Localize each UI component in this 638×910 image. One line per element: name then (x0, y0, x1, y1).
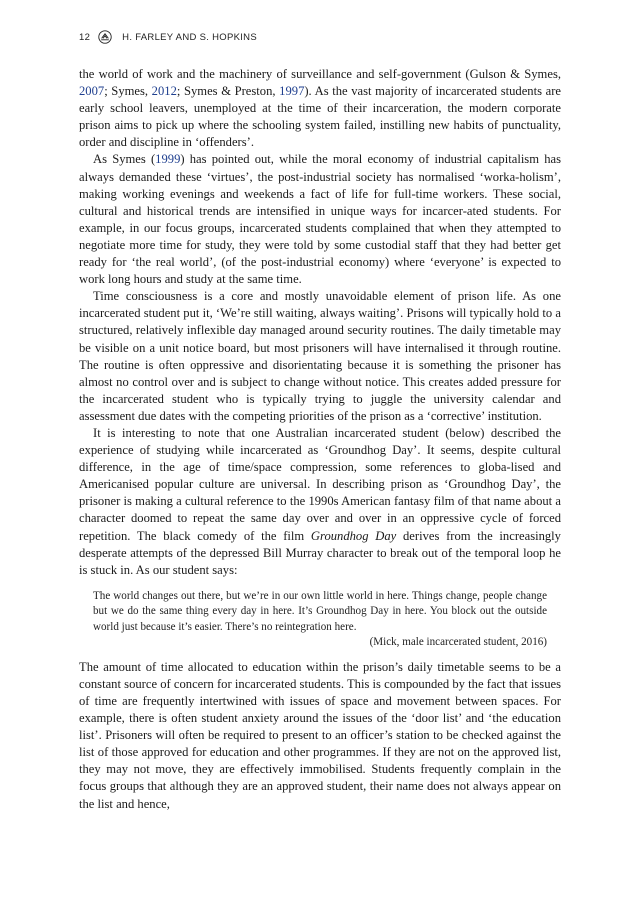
running-header-authors: H. FARLEY AND S. HOPKINS (122, 31, 257, 43)
page-number: 12 (79, 31, 91, 43)
text-run: derives from the increasingly desperate attempts of the depressed Bill Murray character to break out of the temporal loop he is stuck in. As our student says: (79, 528, 561, 577)
text-run: ) has pointed out, while the moral economy of industrial capitalism has always demanded these ‘virtues’, the post-industrial society has normalised ‘worka-holism’, making working evenings and weekends a fact of life for full-time workers. These social, cultural and historical trends are intensified in unique ways for incarcer-ated students. For example, in our focus groups, incarcerated students complained that when they attempted to negotiate more time for study, they were told by some custodial staff that they had better get ready for ‘the real world’, (of the post-industrial economy) where ‘everyone’ is expected to work long hours and study at the same time. (79, 152, 561, 287)
text-run: ; Symes & Preston, (176, 84, 280, 99)
paragraph (79, 425, 561, 579)
running-header (79, 29, 257, 45)
text-run: As Symes ( (93, 152, 156, 167)
citation-link[interactable]: 2007 (79, 84, 105, 99)
citation-link[interactable]: 1997 (279, 84, 305, 99)
citation-link[interactable]: 2012 (151, 84, 177, 99)
citation-link[interactable]: 1999 (155, 152, 181, 167)
film-title: Groundhog Day (310, 528, 397, 543)
publisher-logo-icon (98, 30, 112, 44)
text-run: the world of work and the machinery of surveillance and self-government (Gulson & Symes, (79, 67, 561, 81)
block-quote (93, 589, 547, 651)
quote-text: The world changes out there, but we’re in our own little world in here. Things change, people change but we do the same thing every day in here. It’s Groundhog Day in here. You block out the outside world just because it’s easier. There’s no reintegration here. (93, 589, 547, 633)
paragraph (79, 151, 561, 288)
paragraph: The amount of time allocated to education within the prison’s daily timetable seems to be a constant source of concern for incarcerated students. This is compounded by the fact that issues of time are frequently intertwined with issues of space and movement between spaces. For example, there is often student anxiety around the issues of the ‘door list’ and ‘the education list’. Prisoners will often be required to present to an officer’s station to be checked against the list of those approved for education and other programmes. If they are not on the approved list, they may not move, they are effectively immobilised. Students frequently complain in the focus groups that although they are an approved student, their name does not always appear on the list and hence, (79, 659, 561, 811)
text-run: It is interesting to note that one Australian incarcerated student (below) described the experience of studying while incarcerated as ‘Groundhog Day’. It seems, despite cultural difference, in the age of time/space compression, some references to globa-lised and Americanised popular culture are universal. In describing prison as ‘Groundhog Day’, the prisoner is making a cultural reference to the 1990s American fantasy film of that name about a character doomed to repeat the same day over and over in an oppressive cycle of forced repetition. The black comedy of the film (79, 425, 561, 543)
text-run: ). As the vast majority of incarcerated students are early school leavers, unemployed at the time of their incarceration, the modern corporate prison aims to pick up where the schooling system failed, instilling new habits of punctuality, order and discipline in ‘offenders’. (79, 84, 561, 150)
paragraph (79, 66, 561, 151)
quote-attribution: (Mick, male incarcerated student, 2016) (369, 636, 547, 649)
paragraph: Time consciousness is a core and mostly unavoidable element of prison life. As one incarcerated student put it, ‘We’re still waiting, always waiting’. Prisons will typically hold to a structured, relatively inflexible day managed around security routines. The daily timetable may be visible on a unit notice board, but most prisoners will have internalised it through routine. The routine is often oppressive and disorientating because it is something the prisoner has almost no control over and is subject to change without notice. This creates added pressure for the incarcerated student who is typically trying to juggle the university calendar and assessment due dates with the competing priorities of the prison as a ‘corrective’ institution. (79, 289, 561, 423)
text-run: ; Symes, (104, 84, 152, 99)
body-text (79, 66, 561, 813)
